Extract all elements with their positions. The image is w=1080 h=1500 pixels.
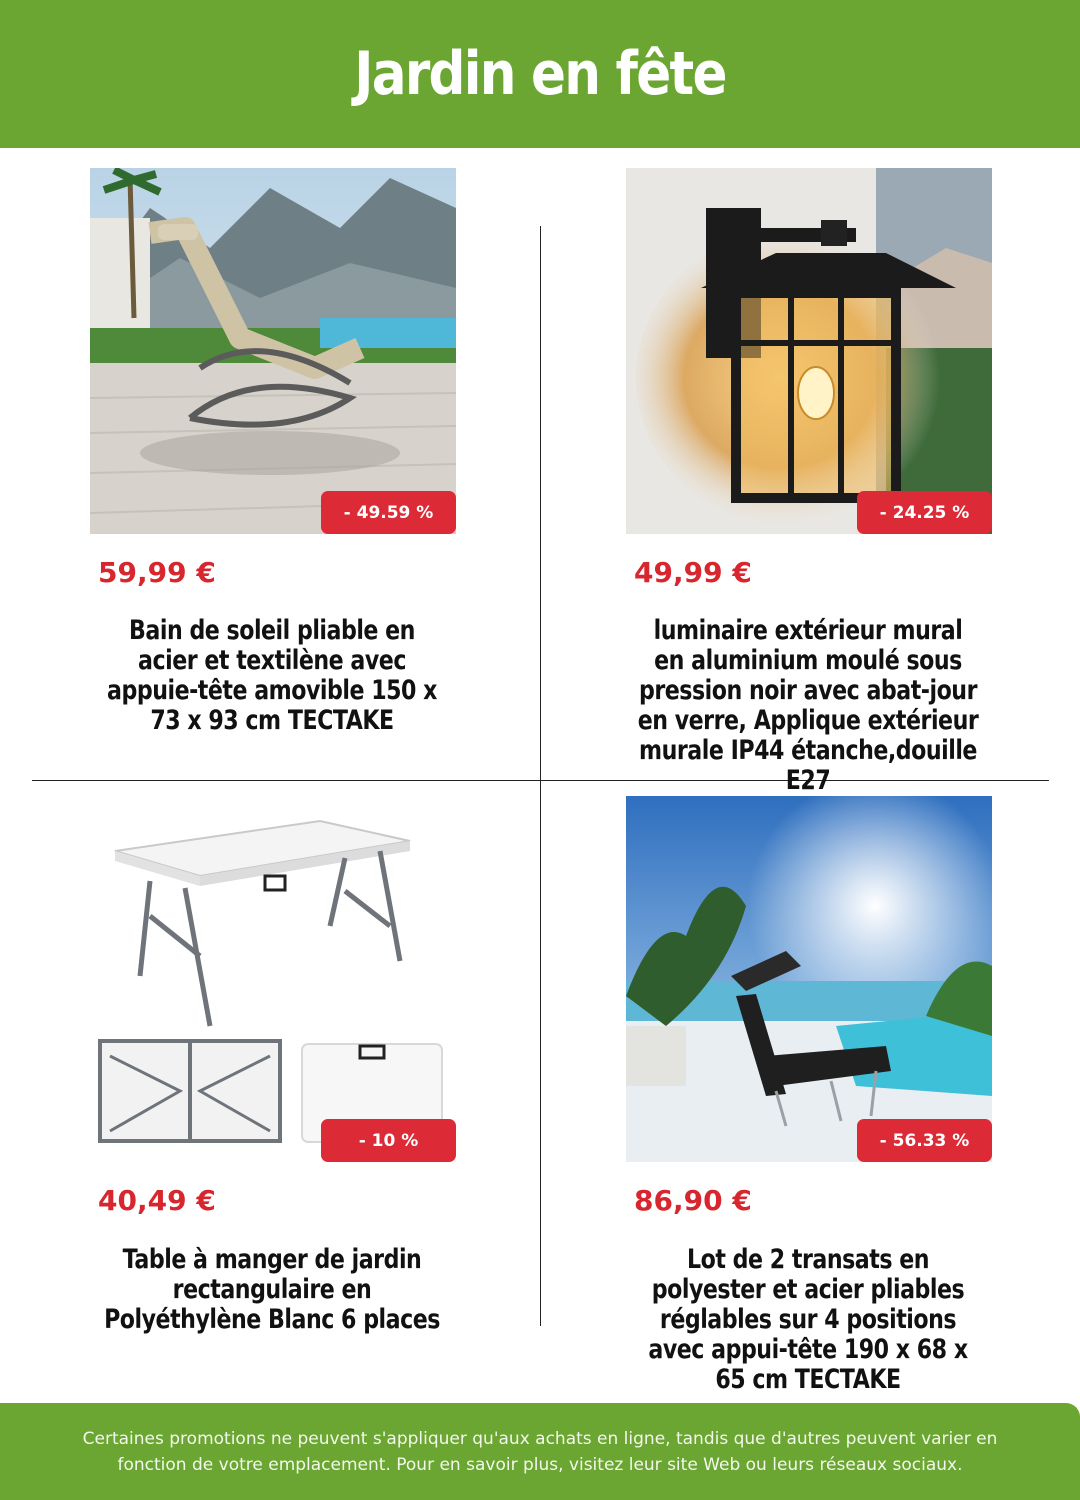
page-footer: [0, 1403, 1080, 1500]
discount-badge: - 49.59 %: [321, 491, 456, 534]
product-price: 86,90 €: [634, 1184, 752, 1217]
transat-image[interactable]: [626, 796, 992, 1162]
product-title[interactable]: luminaire extérieur mural en aluminium moulé sous pression noir avec abat-jour en verre, Applique extérieur murale IP44 étanche,douille E27: [637, 615, 979, 796]
footer-disclaimer: Certaines promotions ne peuvent s'appliquer qu'aux achats en ligne, tandis que d'autres peuvent varier en fonction de votre emplacement. Pour en savoir plus, visitez leur site Web ou leurs réseaux sociaux.: [82, 1428, 998, 1475]
sun-lounger-image[interactable]: [90, 168, 456, 534]
wall-lantern-image[interactable]: [626, 168, 992, 534]
folding-table-image[interactable]: [90, 796, 456, 1162]
product-title[interactable]: Bain de soleil pliable en acier et textilène avec appuie-tête amovible 150 x 73 x 93 cm TECTAKE: [107, 615, 437, 736]
product-card-wall-lantern[interactable]: [626, 168, 992, 534]
product-price: 49,99 €: [634, 556, 752, 589]
product-title[interactable]: Table à manger de jardin rectangulaire en Polyéthylène Blanc 6 places: [104, 1244, 440, 1335]
discount-badge: - 10 %: [321, 1119, 456, 1162]
discount-badge: - 24.25 %: [857, 491, 992, 534]
product-price: 40,49 €: [98, 1184, 216, 1217]
product-card-transat[interactable]: [626, 796, 992, 1162]
page-title: Jardin en fête: [354, 39, 726, 109]
product-title[interactable]: Lot de 2 transats en polyester et acier pliables réglables sur 4 positions avec appui-tête 190 x 68 x 65 cm TECTAKE: [648, 1244, 968, 1395]
grid-divider-vertical: [540, 226, 541, 1326]
product-card-sun-lounger[interactable]: [90, 168, 456, 534]
product-card-folding-table[interactable]: [90, 796, 456, 1162]
discount-badge: - 56.33 %: [857, 1119, 992, 1162]
page-header: [0, 0, 1080, 148]
product-price: 59,99 €: [98, 556, 216, 589]
